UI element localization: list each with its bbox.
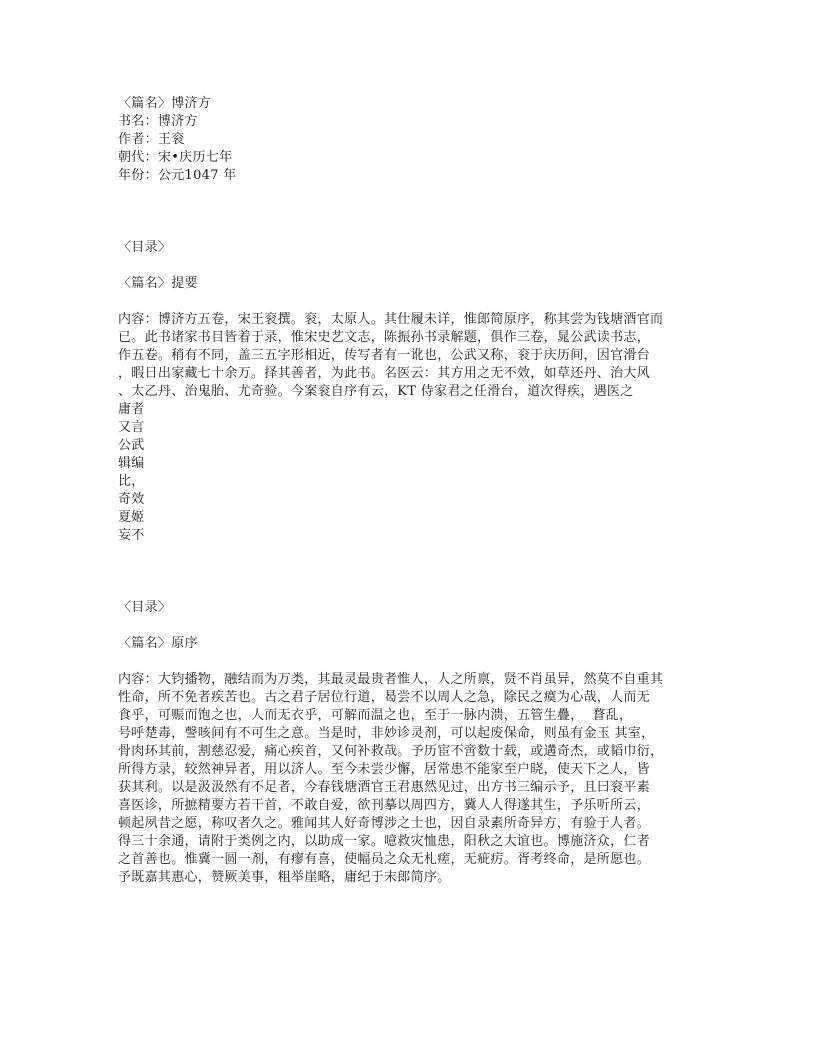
content-line: 公武 bbox=[118, 438, 145, 453]
section-summary bbox=[118, 239, 708, 545]
section-title: 〈篇名〉原序 bbox=[118, 636, 198, 651]
content-line: 妄不 bbox=[118, 528, 145, 543]
section-content bbox=[118, 671, 708, 887]
content-line: 得三十余通，请附于类例之内，以助成一家。噫救灾恤患，阳秋之大谊也。博施济众，仁者 bbox=[118, 834, 651, 849]
content-line: 所得方录，较然神异者，用以济人。至今未尝少懈，居常患不能家至户晓，使天下之人，皆 bbox=[118, 762, 651, 777]
book-info bbox=[118, 95, 708, 185]
content-line: 夏姬 bbox=[118, 510, 145, 525]
content-line: 又言 bbox=[118, 420, 145, 435]
section-content bbox=[118, 311, 708, 545]
content-line: 、太乙丹、治鬼胎、尤奇验。今案衮自序有云，KT 侍家君之任滑台，道次得疾，遇医之 bbox=[118, 384, 634, 399]
author: 作者：王衮 bbox=[118, 132, 185, 147]
chapter-title: 〈篇名〉博济方 bbox=[118, 96, 212, 111]
content-line: 比， bbox=[118, 474, 145, 489]
content-line: 喜医诊，所摭精要方若干首，不敢自爱，欲刊摹以周四方，冀人人得遂其生，予乐听所云， bbox=[118, 798, 651, 813]
content-line: 奇效 bbox=[118, 492, 145, 507]
year: 年份：公元1047 年 bbox=[118, 168, 237, 183]
content-line: 予既嘉其惠心，赞厥美事，粗举崖略，庸纪于末郎简序。 bbox=[118, 870, 451, 885]
dynasty: 朝代：宋•庆历七年 bbox=[118, 150, 233, 165]
toc-label: 〈目录〉 bbox=[118, 240, 172, 255]
document-page bbox=[118, 95, 708, 887]
content-line: 内容：大钧播物，融结而为万类，其最灵最贵者惟人，人之所禀，贤不肖虽异，然莫不自重其 bbox=[118, 672, 664, 687]
content-line: 号呼楚毒，謦咳间有不可生之意。当是时，非妙诊灵剂，可以起废保命，则虽有金玉 其室， bbox=[118, 726, 655, 741]
book-name: 书名：博济方 bbox=[118, 114, 198, 129]
content-line: 内容：博济方五卷，宋王衮撰。衮，太原人。其仕履未详，惟郎简原序，称其尝为钱塘酒官而 bbox=[118, 312, 664, 327]
content-line: ，暇日出家藏七十余万。择其善者，为此书。名医云：其方用之无不效，如草还丹、治大风 bbox=[118, 366, 651, 381]
section-title: 〈篇名〉提要 bbox=[118, 276, 198, 291]
content-line: 庸者 bbox=[118, 402, 145, 417]
content-line: 性命，所不免者疾苦也。古之君子居位行道，曷尝不以周人之急，除民之瘼为心哉，人而无 bbox=[118, 690, 651, 705]
content-line: 辑编 bbox=[118, 456, 145, 471]
content-line: 之首善也。惟冀一圆一剂，有瘳有喜，使幅员之众无札瘥，无疵疠。胥考终命，是所愿也。 bbox=[118, 852, 651, 867]
section-preface bbox=[118, 599, 708, 887]
content-line: 骨肉环其前，割慈忍爱，痛心疾首，又何补救哉。予历宦不啻数十载，或遘奇杰，或韬巾衍， bbox=[118, 744, 664, 759]
content-line: 获其利。以是汲汲然有不足者，今春钱塘酒官王君惠然见过，出方书三编示予，且曰衮平素 bbox=[118, 780, 651, 795]
content-line: 已。此书诸家书目皆着于录，惟宋史艺文志，陈振孙书录解题，俱作三卷，晁公武读书志， bbox=[118, 330, 651, 345]
toc-label: 〈目录〉 bbox=[118, 600, 172, 615]
content-line: 顿起夙昔之愿，称叹者久之。雅闻其人好奇博涉之士也，因自录素所奇异方，有验于人者。 bbox=[118, 816, 651, 831]
content-line: 食乎，可赈而饱之也，人而无衣乎，可解而温之也，至于一脉内溃，五管生疊， 瞀乱， bbox=[118, 708, 633, 723]
content-line: 作五卷。稍有不同，盖三五字形相近，传写者有一讹也，公武又称，衮于庆历间，因官滑台 bbox=[118, 348, 651, 363]
